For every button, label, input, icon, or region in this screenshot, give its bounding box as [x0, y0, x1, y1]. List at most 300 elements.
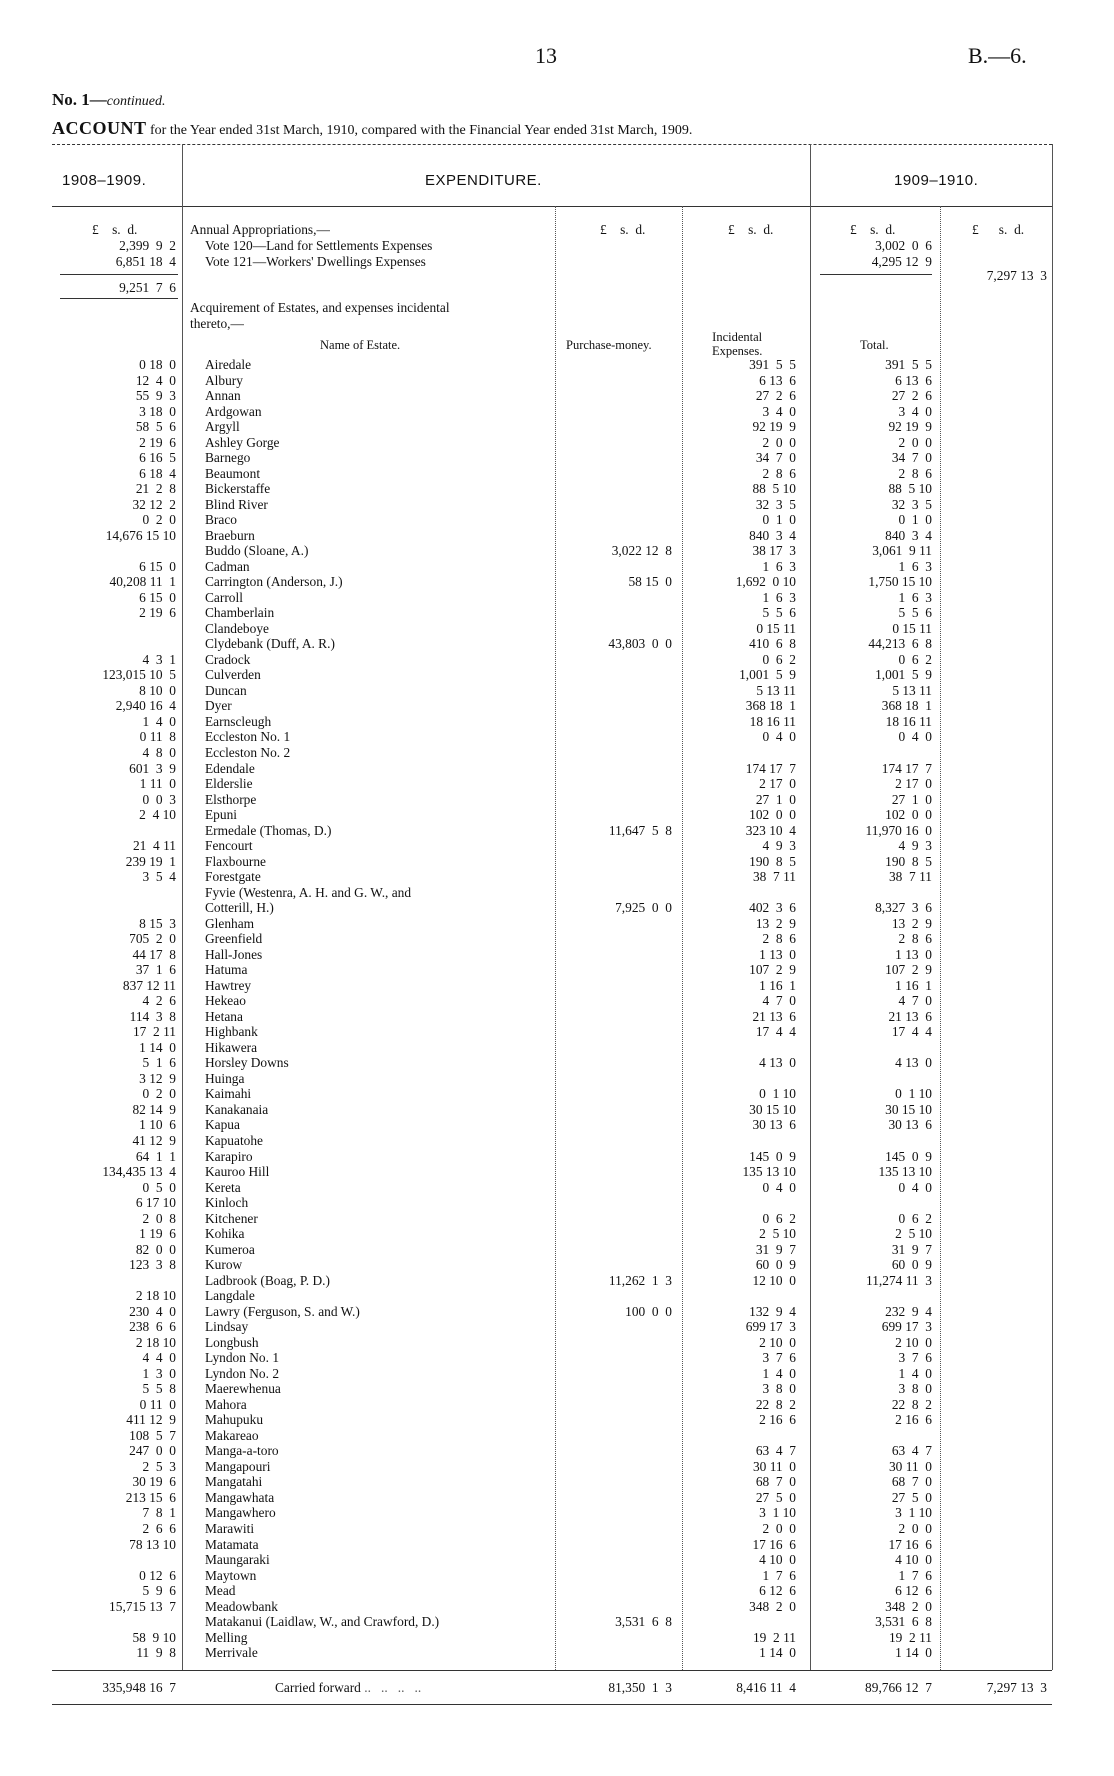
acquirement-line2: thereto,—	[190, 316, 244, 331]
row-prev-amount: 134,435 13 4	[102, 1164, 176, 1180]
row-incidental-expenses: 348 2 0	[749, 1598, 796, 1614]
row-estate-name: Cradock	[205, 651, 251, 667]
row-total: 391 5 5	[885, 357, 932, 372]
row-purchase-money: 11,262 1 3	[608, 1272, 672, 1288]
row-incidental-expenses: 31 9 7	[755, 1241, 796, 1257]
row-estate-name: Carrington (Anderson, J.)	[205, 574, 343, 590]
carried-purchase: 81,350 1 3	[608, 1680, 672, 1695]
row-total: 0 4 0	[898, 729, 932, 745]
row-incidental-expenses: 21 13 6	[752, 1008, 796, 1024]
row-prev-amount: 837 12 11	[122, 977, 176, 993]
row-estate-name: Kapua	[205, 1117, 240, 1133]
carried-prev: 335,948 16 7	[102, 1680, 176, 1695]
row-total: 30 15 10	[885, 1101, 932, 1117]
row-estate-name: Mangawhata	[205, 1489, 275, 1505]
row-incidental-expenses: 19 2 11	[752, 1629, 796, 1645]
row-incidental-expenses: 1,692 0 10	[735, 574, 796, 590]
row-total: 27 5 0	[891, 1489, 932, 1505]
row-estate-name: Matakanui (Laidlaw, W., and Crawford, D.)	[205, 1614, 440, 1630]
row-estate-name: Annan	[205, 388, 241, 404]
row-incidental-expenses: 27 1 0	[755, 791, 796, 807]
row-incidental-expenses: 18 16 11	[749, 713, 796, 729]
row-total: 6 13 6	[895, 372, 932, 388]
row-total: 107 2 9	[885, 962, 932, 978]
row-prev-amount: 64 1 1	[135, 1148, 176, 1164]
row-prev-amount: 2 18 10	[135, 1288, 176, 1304]
row-purchase-money: 43,803 0 0	[608, 636, 672, 652]
row-prev-amount: 8 15 3	[139, 915, 176, 931]
row-incidental-expenses: 88 5 10	[752, 481, 796, 497]
row-total: 6 12 6	[895, 1583, 932, 1599]
row-prev-amount: 0 12 6	[139, 1567, 176, 1583]
row-prev-amount: 1 10 6	[139, 1117, 176, 1133]
row-total: 1 4 0	[898, 1365, 932, 1381]
row-prev-amount: 5 5 8	[142, 1381, 176, 1397]
row-incidental-expenses: 3 4 0	[762, 403, 796, 419]
votes-sum-rule-prev	[60, 274, 178, 275]
row-total: 32 3 5	[891, 496, 932, 512]
row-incidental-expenses: 38 7 11	[752, 869, 796, 885]
row-total: 1,750 15 10	[868, 574, 932, 590]
row-prev-amount: 3 12 9	[139, 1070, 176, 1086]
row-total: 27 2 6	[891, 388, 932, 404]
row-incidental-expenses: 1 4 0	[762, 1365, 796, 1381]
row-incidental-expenses: 34 7 0	[755, 450, 796, 466]
row-incidental-expenses: 63 4 7	[755, 1443, 796, 1459]
row-estate-name: Carroll	[205, 589, 243, 605]
row-incidental-expenses: 30 13 6	[752, 1117, 796, 1133]
vote120-total: 3,002 0 6	[875, 238, 932, 253]
currency-header-incidental: £ s. d.	[728, 222, 774, 237]
row-estate-name: Makareao	[205, 1427, 259, 1443]
row-purchase-money: 11,647 5 8	[608, 822, 672, 838]
row-total: 1 6 3	[898, 558, 932, 574]
row-estate-name: Horsley Downs	[205, 1055, 289, 1071]
row-total: 0 4 0	[898, 1179, 932, 1195]
row-total: 1 7 6	[898, 1567, 932, 1583]
vote120-label: Vote 120—Land for Settlements Expenses	[205, 238, 433, 253]
row-incidental-expenses: 2 0 0	[762, 1521, 796, 1536]
row-total: 4 10 0	[895, 1552, 932, 1568]
row-estate-name: Maytown	[205, 1567, 257, 1583]
row-estate-name: Elderslie	[205, 776, 253, 792]
row-prev-amount: 0 2 0	[142, 512, 176, 528]
row-estate-name: Bickerstaffe	[205, 481, 271, 497]
row-prev-amount: 6 16 5	[139, 450, 176, 466]
vote121-label: Vote 121—Workers' Dwellings Expenses	[205, 254, 426, 269]
row-total: 2 8 6	[898, 465, 932, 481]
row-incidental-expenses: 0 1 0	[762, 512, 796, 528]
row-prev-amount: 3 5 4	[142, 869, 176, 885]
row-total: 2 0 0	[898, 434, 932, 450]
row-prev-amount: 2 4 10	[139, 807, 176, 823]
row-incidental-expenses: 1,001 5 9	[739, 667, 796, 683]
row-prev-amount: 3 18 0	[139, 403, 176, 419]
row-estate-name: Fencourt	[205, 838, 253, 854]
row-incidental-expenses: 2 5 10	[759, 1226, 796, 1242]
row-prev-amount: 44 17 8	[132, 946, 176, 962]
row-total: 38 7 11	[888, 869, 932, 885]
row-estate-name: Buddo (Sloane, A.)	[205, 543, 309, 559]
row-incidental-expenses: 6 13 6	[759, 372, 796, 388]
row-prev-amount: 58 5 6	[135, 419, 176, 435]
row-incidental-expenses: 38 17 3	[752, 543, 796, 559]
row-incidental-expenses: 2 16 6	[759, 1412, 796, 1428]
row-incidental-expenses: 27 2 6	[755, 388, 796, 404]
row-incidental-expenses: 0 4 0	[762, 729, 796, 745]
row-estate-name: Chamberlain	[205, 605, 275, 621]
row-estate-name: Airedale	[205, 357, 252, 372]
row-prev-amount: 82 14 9	[132, 1101, 176, 1117]
row-incidental-expenses: 68 7 0	[755, 1474, 796, 1490]
row-prev-amount: 37 1 6	[135, 962, 176, 978]
row-prev-amount: 55 9 3	[135, 388, 176, 404]
row-incidental-expenses: 368 18 1	[745, 698, 796, 714]
row-prev-amount: 601 3 9	[129, 760, 176, 776]
row-estate-name: Kanakanaia	[205, 1101, 269, 1117]
row-incidental-expenses: 27 5 0	[755, 1489, 796, 1505]
statement-number	[52, 90, 166, 110]
row-incidental-expenses: 6 12 6	[759, 1583, 796, 1599]
row-total: 21 13 6	[888, 1008, 932, 1024]
row-incidental-expenses: 32 3 5	[755, 496, 796, 512]
row-estate-name: Hall-Jones	[205, 946, 263, 962]
row-estate-name: Meadowbank	[205, 1598, 278, 1614]
row-estate-name: Hikawera	[205, 1039, 258, 1055]
row-total: 60 0 9	[891, 1257, 932, 1273]
col-divider-1	[182, 144, 183, 1670]
row-incidental-expenses: 190 8 5	[749, 853, 796, 869]
row-estate-name: Kaimahi	[205, 1086, 252, 1102]
row-total: 348 2 0	[885, 1598, 932, 1614]
row-total: 2 16 6	[895, 1412, 932, 1428]
row-incidental-expenses: 402 3 6	[749, 900, 796, 916]
row-prev-amount: 0 11 8	[139, 729, 176, 745]
row-estate-name: Fyvie (Westenra, A. H. and G. W., and	[205, 884, 412, 900]
row-total: 92 19 9	[888, 419, 932, 435]
final-rule	[52, 1704, 1052, 1705]
col-divider-header	[810, 144, 811, 206]
votes-grand-total: 7,297 13 3	[986, 268, 1047, 283]
row-estate-name: Kauroo Hill	[205, 1164, 270, 1180]
row-total: 368 18 1	[881, 698, 932, 714]
row-prev-amount: 78 13 10	[129, 1536, 176, 1552]
row-incidental-expenses: 391 5 5	[749, 357, 796, 372]
row-total: 1 6 3	[898, 589, 932, 605]
row-total: 135 13 10	[878, 1164, 932, 1180]
row-incidental-expenses: 13 2 9	[755, 915, 796, 931]
row-incidental-expenses: 0 6 2	[762, 651, 796, 667]
currency-header-total: £ s. d.	[850, 222, 896, 237]
row-total: 2 8 6	[898, 931, 932, 947]
row-prev-amount: 0 0 3	[142, 791, 176, 807]
row-estate-name: Epuni	[205, 807, 237, 823]
header-right-year: 1909–1910.	[894, 172, 979, 189]
row-estate-name: Mangatahi	[205, 1474, 263, 1490]
row-total: 3,061 9 11	[872, 543, 932, 559]
row-total: 8,327 3 6	[875, 900, 932, 916]
row-incidental-expenses: 30 11 0	[752, 1458, 796, 1474]
row-prev-amount: 0 18 0	[139, 357, 176, 372]
row-estate-name: Merrivale	[205, 1645, 258, 1661]
row-purchase-money: 100 0 0	[625, 1303, 672, 1319]
row-estate-name: Ermedale (Thomas, D.)	[205, 822, 332, 838]
row-prev-amount: 4 2 6	[142, 993, 176, 1009]
row-total: 145 0 9	[885, 1148, 932, 1164]
row-prev-amount: 2 5 3	[142, 1458, 176, 1474]
col-divider-5	[940, 206, 941, 1670]
row-prev-amount: 6 15 0	[139, 589, 176, 605]
row-incidental-expenses: 840 3 4	[749, 527, 796, 543]
currency-header-purchase: £ s. d.	[600, 222, 646, 237]
row-estate-name: Ladbrook (Boag, P. D.)	[205, 1272, 330, 1288]
row-purchase-money: 7,925 0 0	[615, 900, 672, 916]
row-estate-name: Karapiro	[205, 1148, 253, 1164]
row-estate-name: Albury	[205, 372, 243, 388]
row-total: 3 8 0	[898, 1381, 932, 1397]
row-estate-name: Kohika	[205, 1226, 245, 1242]
row-prev-amount: 14,676 15 10	[105, 527, 176, 543]
row-prev-amount: 2 6 6	[142, 1521, 176, 1536]
row-incidental-expenses: 107 2 9	[749, 962, 796, 978]
row-prev-amount: 6 17 10	[135, 1195, 176, 1211]
row-total: 4 13 0	[895, 1055, 932, 1071]
row-estate-name: Culverden	[205, 667, 261, 683]
col-incidental-header: Incidental Expenses.	[712, 330, 763, 358]
top-rule	[52, 144, 1052, 145]
row-prev-amount: 2,940 16 4	[115, 698, 176, 714]
row-total: 2 17 0	[895, 776, 932, 792]
row-prev-amount: 8 10 0	[139, 682, 176, 698]
row-estate-name: Edendale	[205, 760, 255, 776]
row-prev-amount: 2 19 6	[139, 605, 176, 621]
prev-votes-total: 9,251 7 6	[119, 280, 176, 295]
row-total: 5 13 11	[892, 682, 932, 698]
row-estate-name: Blind River	[205, 496, 268, 512]
row-total: 840 3 4	[885, 527, 932, 543]
row-incidental-expenses: 3 8 0	[762, 1381, 796, 1397]
acquirement-line1: Acquirement of Estates, and expenses incidental	[190, 300, 450, 315]
row-total: 1,001 5 9	[875, 667, 932, 683]
row-incidental-expenses: 102 0 0	[749, 807, 796, 823]
carried-grand: 7,297 13 3	[986, 1680, 1047, 1695]
row-total: 44,213 6 8	[868, 636, 932, 652]
row-estate-name: Mahupuku	[205, 1412, 264, 1428]
appropriations-label: Annual Appropriations,—	[190, 222, 330, 237]
row-prev-amount: 7 8 1	[142, 1505, 176, 1521]
row-estate-name: Eccleston No. 1	[205, 729, 291, 745]
row-prev-amount: 4 4 0	[142, 1350, 176, 1366]
row-total: 34 7 0	[891, 450, 932, 466]
row-prev-amount: 4 8 0	[142, 745, 176, 760]
row-prev-amount: 108 5 7	[129, 1427, 176, 1443]
row-incidental-expenses: 60 0 9	[755, 1257, 796, 1273]
row-total: 2 0 0	[898, 1521, 932, 1536]
row-incidental-expenses: 1 16 1	[759, 977, 796, 993]
row-estate-name: Clandeboye	[205, 620, 269, 636]
vote120-prev: 2,399 9 2	[119, 238, 176, 253]
row-prev-amount: 705 2 0	[129, 931, 176, 947]
row-total: 0 6 2	[898, 1210, 932, 1226]
row-prev-amount: 123,015 10 5	[102, 667, 176, 683]
row-estate-name: Hawtrey	[205, 977, 252, 993]
row-estate-name: Mangawhero	[205, 1505, 276, 1521]
row-total: 174 17 7	[881, 760, 932, 776]
row-prev-amount: 32 12 2	[132, 496, 176, 512]
row-estate-name: Clydebank (Duff, A. R.)	[205, 636, 335, 652]
row-estate-name: Mahora	[205, 1396, 247, 1412]
row-incidental-expenses: 17 16 6	[752, 1536, 796, 1552]
row-estate-name: Dyer	[205, 698, 232, 714]
row-prev-amount: 40,208 11 1	[109, 574, 176, 590]
row-estate-name: Duncan	[205, 682, 247, 698]
row-estate-name: Mangapouri	[205, 1458, 271, 1474]
row-total: 22 8 2	[891, 1396, 932, 1412]
col-divider-2	[555, 206, 556, 1670]
row-estate-name: Braeburn	[205, 527, 255, 543]
row-prev-amount: 213 15 6	[125, 1489, 176, 1505]
row-estate-name: Matamata	[205, 1536, 259, 1552]
row-incidental-expenses: 3 7 6	[762, 1350, 796, 1366]
row-prev-amount: 0 11 0	[139, 1396, 176, 1412]
row-prev-amount: 2 0 8	[142, 1210, 176, 1226]
row-estate-name: Ashley Gorge	[205, 434, 280, 450]
col-divider-right	[1052, 144, 1053, 1670]
row-estate-name: Longbush	[205, 1334, 259, 1350]
row-prev-amount: 30 19 6	[132, 1474, 176, 1490]
carried-total: 89,766 12 7	[865, 1680, 932, 1695]
row-estate-name: Lindsay	[205, 1319, 249, 1335]
header-rule	[52, 206, 1052, 207]
row-incidental-expenses: 17 4 4	[755, 1024, 796, 1040]
row-purchase-money: 3,531 6 8	[615, 1614, 672, 1630]
row-estate-name: Cadman	[205, 558, 250, 574]
row-prev-amount: 1 11 0	[139, 776, 176, 792]
row-incidental-expenses: 1 13 0	[759, 946, 796, 962]
row-estate-name: Elsthorpe	[205, 791, 257, 807]
header-expenditure: EXPENDITURE.	[425, 172, 542, 189]
row-total: 2 5 10	[895, 1226, 932, 1242]
row-total: 0 15 11	[892, 620, 932, 636]
row-total: 17 16 6	[888, 1536, 932, 1552]
row-prev-amount: 1 4 0	[142, 713, 176, 729]
row-incidental-expenses: 132 9 4	[749, 1303, 796, 1319]
row-incidental-expenses: 3 1 10	[759, 1505, 796, 1521]
row-estate-name: Argyll	[205, 419, 240, 435]
row-total: 5 5 6	[898, 605, 932, 621]
votes-sum-rule	[820, 274, 932, 275]
row-incidental-expenses: 4 9 3	[762, 838, 796, 854]
row-estate-name: Barnego	[205, 450, 251, 466]
row-total: 4 9 3	[898, 838, 932, 854]
row-incidental-expenses: 0 15 11	[756, 620, 796, 636]
row-total: 30 13 6	[888, 1117, 932, 1133]
row-prev-amount: 58 9 10	[132, 1629, 176, 1645]
row-total: 0 1 0	[898, 512, 932, 528]
row-total: 699 17 3	[881, 1319, 932, 1335]
row-prev-amount: 0 2 0	[142, 1086, 176, 1102]
row-estate-name: Manga-a-toro	[205, 1443, 279, 1459]
currency-header-grand: £ s. d.	[972, 222, 1025, 237]
row-total: 88 5 10	[888, 481, 932, 497]
row-prev-amount: 230 4 0	[129, 1303, 176, 1319]
account-title	[52, 118, 692, 139]
row-purchase-money: 58 15 0	[628, 574, 672, 590]
row-total: 102 0 0	[885, 807, 932, 823]
row-incidental-expenses: 5 13 11	[756, 682, 796, 698]
row-total: 2 10 0	[895, 1334, 932, 1350]
bottom-rule	[52, 1670, 1052, 1671]
row-total: 19 2 11	[888, 1629, 932, 1645]
row-prev-amount: 12 4 0	[135, 372, 176, 388]
row-prev-amount: 247 0 0	[129, 1443, 176, 1459]
col-estate-header: Name of Estate.	[320, 338, 401, 352]
row-prev-amount: 1 14 0	[139, 1039, 176, 1055]
row-prev-amount: 114 3 8	[129, 1008, 176, 1024]
row-prev-amount: 1 3 0	[142, 1365, 176, 1381]
row-total: 17 4 4	[891, 1024, 932, 1040]
row-incidental-expenses: 174 17 7	[745, 760, 796, 776]
row-incidental-expenses: 5 5 6	[762, 605, 796, 621]
row-incidental-expenses: 0 1 10	[759, 1086, 796, 1102]
row-incidental-expenses: 30 15 10	[749, 1101, 796, 1117]
row-total: 63 4 7	[891, 1443, 932, 1459]
row-incidental-expenses: 2 8 6	[762, 931, 796, 947]
row-incidental-expenses: 0 4 0	[762, 1179, 796, 1195]
row-estate-name: Kereta	[205, 1179, 241, 1195]
row-estate-name: Eccleston No. 2	[205, 745, 291, 760]
row-incidental-expenses: 12 10 0	[752, 1272, 796, 1288]
row-estate-name: Braco	[205, 512, 237, 528]
row-total: 3 7 6	[898, 1350, 932, 1366]
account-title-text: for the Year ended 31st March, 1910, compared with the Financial Year ended 31st March, 1909.	[150, 123, 693, 138]
row-incidental-expenses: 22 8 2	[755, 1396, 796, 1412]
row-estate-name: Kumeroa	[205, 1241, 255, 1257]
row-prev-amount: 21 4 11	[132, 838, 176, 854]
row-incidental-expenses: 2 17 0	[759, 776, 796, 792]
row-incidental-expenses: 135 13 10	[742, 1164, 796, 1180]
row-prev-amount: 11 9 8	[136, 1645, 176, 1661]
row-total: 18 16 11	[885, 713, 932, 729]
row-incidental-expenses: 4 10 0	[759, 1552, 796, 1568]
votes-total-rule-prev	[60, 298, 178, 299]
continued-label: continued.	[106, 94, 166, 109]
row-total: 11,970 16 0	[865, 822, 932, 838]
col-divider-4	[810, 206, 811, 1670]
account-word: ACCOUNT	[52, 118, 147, 138]
row-prev-amount: 82 0 0	[135, 1241, 176, 1257]
row-incidental-expenses: 4 13 0	[759, 1055, 796, 1071]
row-total: 1 16 1	[895, 977, 932, 993]
row-estate-name: Kitchener	[205, 1210, 258, 1226]
row-prev-amount: 411 12 9	[126, 1412, 176, 1428]
vote121-total: 4,295 12 9	[871, 254, 932, 269]
row-incidental-expenses: 410 6 8	[749, 636, 796, 652]
vote121-prev: 6,851 18 4	[115, 254, 176, 269]
row-estate-name: Mead	[205, 1583, 236, 1599]
row-total: 1 13 0	[895, 946, 932, 962]
row-prev-amount: 4 3 1	[142, 651, 176, 667]
carried-incidental: 8,416 11 4	[736, 1680, 796, 1695]
row-estate-name: Hekeao	[205, 993, 246, 1009]
row-prev-amount: 5 9 6	[142, 1583, 176, 1599]
row-estate-name: Lawry (Ferguson, S. and W.)	[205, 1303, 360, 1319]
row-prev-amount: 41 12 9	[132, 1133, 176, 1148]
row-total: 1 14 0	[895, 1645, 932, 1661]
row-estate-name: Kurow	[205, 1257, 243, 1273]
row-prev-amount: 6 18 4	[139, 465, 176, 481]
row-estate-name: Flaxbourne	[205, 853, 266, 869]
